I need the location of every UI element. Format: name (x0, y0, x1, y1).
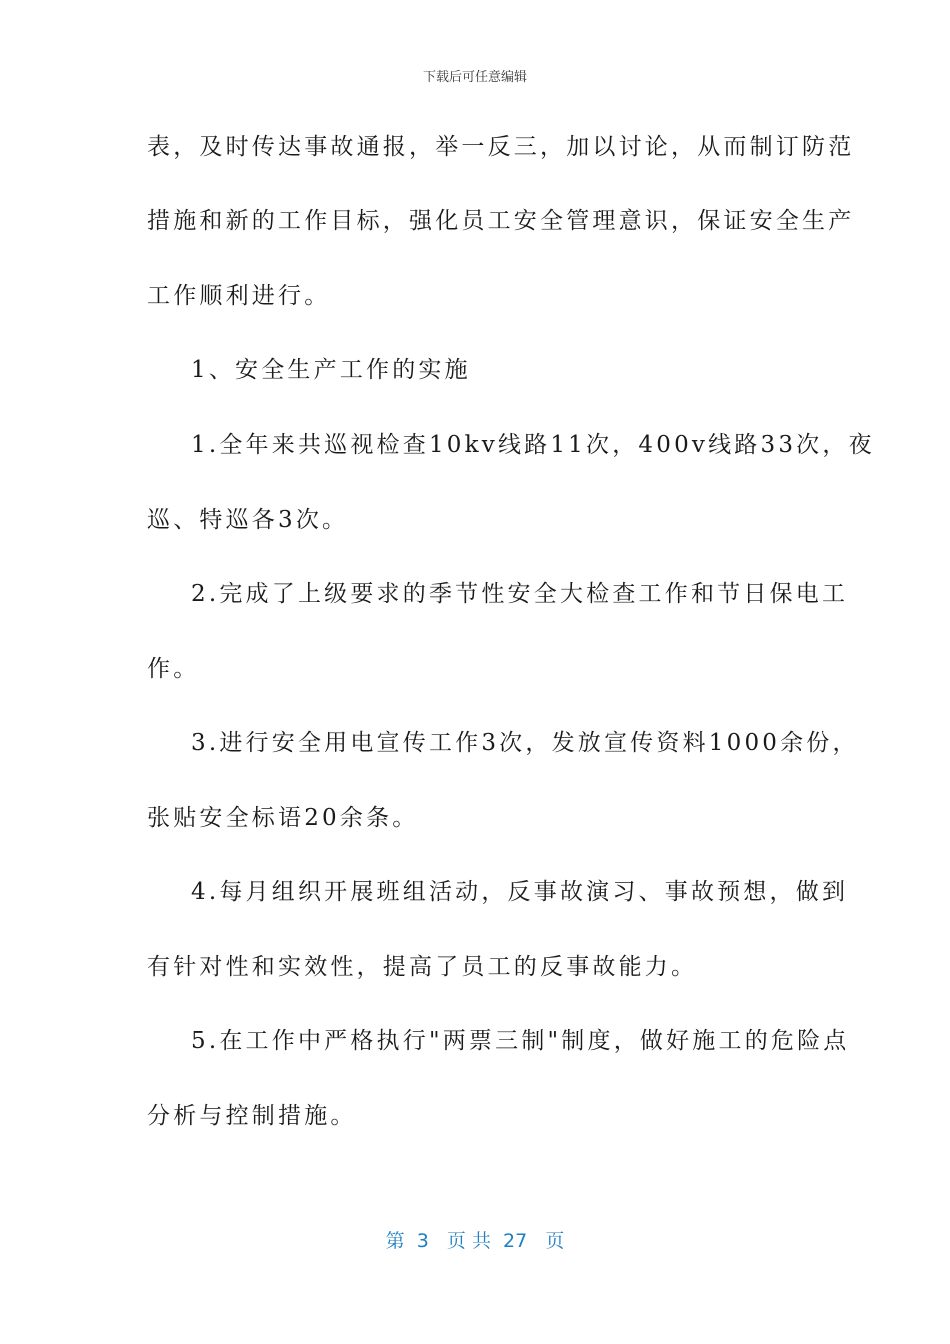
item-1-line-2: 巡、特巡各3次。 (147, 507, 349, 533)
item-4-line-1: 4.每月组织开展班组活动，反事故演习、事故预想，做到 (191, 879, 849, 905)
body-line-3: 工作顺利进行。 (147, 283, 331, 309)
item-2-line-2: 作。 (147, 656, 200, 682)
header-note: 下载后可任意编辑 (422, 70, 527, 85)
item-5-line-2: 分析与控制措施。 (147, 1103, 357, 1129)
item-3-line-2: 张贴安全标语20余条。 (147, 805, 419, 831)
body-line-1: 表，及时传达事故通报，举一反三，加以讨论，从而制订防范 (147, 134, 855, 160)
item-2-line-1: 2.完成了上级要求的季节性安全大检查工作和节日保电工 (191, 581, 849, 607)
item-3-line-1: 3.进行安全用电宣传工作3次，发放宣传资料1000余份， (191, 730, 859, 756)
item-5-line-1: 5.在工作中严格执行"两票三制"制度，做好施工的危险点 (191, 1028, 850, 1054)
item-4-line-2: 有针对性和实效性，提高了员工的反事故能力。 (147, 954, 698, 980)
item-1-line-1: 1.全年来共巡视检查10kv线路11次，400v线路33次，夜 (191, 432, 875, 458)
section-heading: 1、安全生产工作的实施 (191, 357, 471, 383)
body-line-2: 措施和新的工作目标，强化员工安全管理意识，保证安全生产 (147, 208, 855, 234)
page-number: 第 3 页 共 27 页 (385, 1230, 565, 1252)
